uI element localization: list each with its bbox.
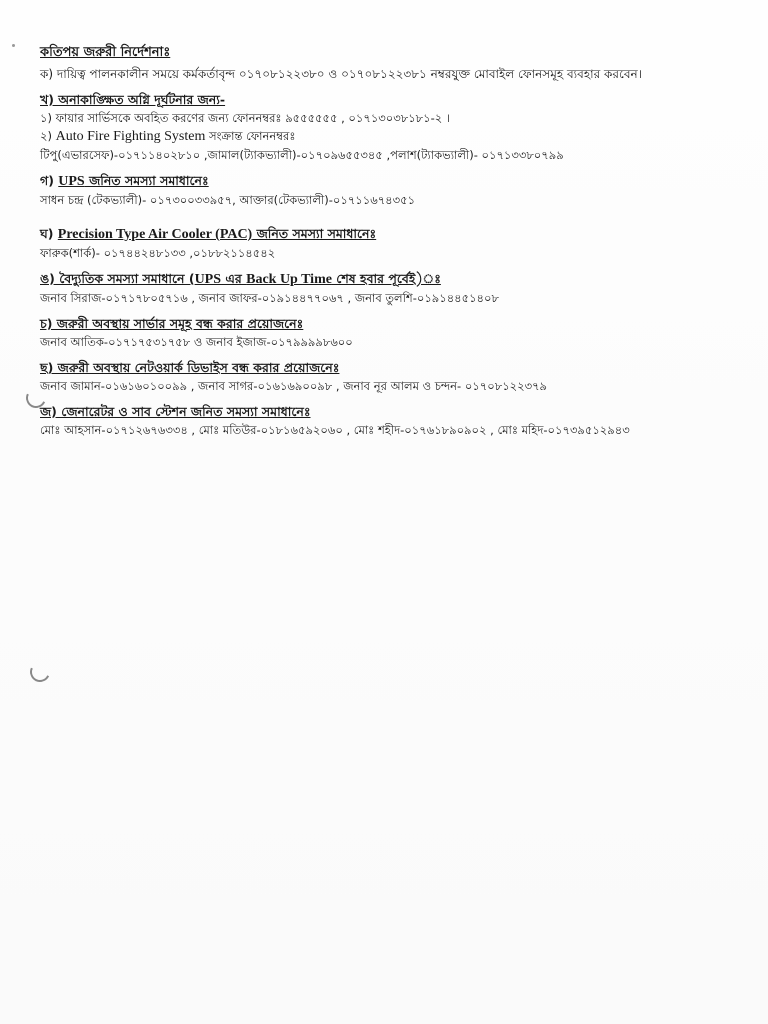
server-heading xyxy=(40,315,740,333)
electric-section xyxy=(40,270,740,307)
ups-section xyxy=(40,172,740,209)
page-title: কতিপয় জরুরী নির্দেশনাঃ xyxy=(40,45,171,60)
network-section xyxy=(40,359,740,395)
punch-hole-mark xyxy=(27,659,53,685)
pac-contacts-line: ফারুক(শার্ক)- ০১৭৪৪২৪৮১৩৩ ,০১৮৮২১১৪৫৪২ xyxy=(40,246,276,260)
generator-section xyxy=(40,403,740,439)
fire-section xyxy=(40,91,740,164)
electric-heading-prefix: ঙ) বৈদ্যুতিক সমস্যা সমাধানে ( xyxy=(40,271,195,286)
ups-heading xyxy=(40,172,740,191)
electric-heading-suffix: শেষ হবার পূর্বেই)ঃ xyxy=(331,271,441,286)
electric-heading-en: UPS xyxy=(194,272,222,287)
scan-speck xyxy=(12,44,15,47)
electric-heading-underlined xyxy=(40,271,441,286)
auto-fire-suffix: সংক্রান্ত ফোননম্বরঃ xyxy=(205,129,296,143)
electric-heading-en2: Back Up Time xyxy=(246,272,332,287)
generator-heading xyxy=(40,403,740,421)
pac-heading-underlined xyxy=(58,226,376,241)
server-contacts-line: জনাব আতিক-০১৭১৭৫৩১৭৫৮ ও জনাব ইজাজ-০১৭৯৯৯৯৮৬০০ xyxy=(40,335,353,349)
ups-heading-underlined xyxy=(58,173,208,188)
ups-heading-prefix: গ) xyxy=(40,173,59,188)
ups-heading-en: UPS xyxy=(58,174,85,189)
electric-heading-mid: এর xyxy=(221,271,247,286)
pac-heading-suffix: জনিত সমস্যা সমাধানেঃ xyxy=(252,226,377,241)
network-heading xyxy=(40,359,740,377)
document-body xyxy=(40,44,740,439)
auto-fire-prefix: ২) xyxy=(40,129,56,143)
network-heading-text: ছ) জরুরী অবস্থায় নেটওয়ার্ক ডিভাইস বন্ধ করার প্রয়োজনেঃ xyxy=(40,360,340,375)
fire-contacts-line: টিপু(এভারসেফ)-০১৭১১৪০২৮১০ ,জামাল(ট্যাকভ্যালী)-০১৭০৯৬৫৫৩৪৫ ,পলাশ(ট্যাকভ্যালী)- ০১৭১৩৩৮০৭৯৯ xyxy=(40,148,564,162)
intro-paragraph: ক) দায়িত্ব পালনকালীন সময়ে কর্মকর্তাবৃন্দ ০১৭০৮১২২৩৮০ ও ০১৭০৮১২২৩৮১ নম্বরযুক্ত মোবাইল ফোনসমূহ ব্যবহার করবেন। xyxy=(40,67,642,81)
electric-contacts-line: জনাব সিরাজ-০১৭১৭৮০৫৭১৬ , জনাব জাফর-০১৯১৪৪৭৭০৬৭ , জনাব তুলশি-০১৯১৪৪৫১৪০৮ xyxy=(40,291,499,305)
fire-heading-text: খ) অনাকাঙ্ক্ষিত অগ্নি দূর্ঘটনার জন্য- xyxy=(40,92,226,107)
fire-heading xyxy=(40,91,740,109)
pac-heading-prefix: ঘ) xyxy=(40,226,58,241)
ups-contacts-line: সাধন চন্দ্র (টেকভ্যালী)- ০১৭৩০০৩৩৯৫৭, আক্তার(টেকভ্যালী)-০১৭১১৬৭৪৩৫১ xyxy=(40,193,416,207)
server-heading-text: চ) জরুরী অবস্থায় সার্ভার সমূহ বন্ধ করার প্রয়োজনেঃ xyxy=(40,316,304,331)
pac-heading xyxy=(40,225,740,244)
ups-heading-suffix: জনিত সমস্যা সমাধানেঃ xyxy=(84,173,209,188)
generator-contacts-line: মোঃ আহসান-০১৭১২৬৭৬৩৩৪ , মোঃ মতিউর-০১৮১৬৫৯২০৬০ , মোঃ শহীদ-০১৭৬১৮৯০৯০২ , মোঃ মহিদ-০১৭৩৯৫১২৯৪৩ xyxy=(40,423,630,437)
network-contacts-line: জনাব জামান-০১৬১৬০১০০৯৯ , জনাব সাগর-০১৬১৬৯০০৯৮ , জনাব নূর আলম ও চন্দন- ০১৭০৮১২২৩৭৯ xyxy=(40,379,548,393)
generator-heading-text: জ) জেনারেটর ও সাব স্টেশন জনিত সমস্যা সমাধানেঃ xyxy=(40,404,311,419)
server-section xyxy=(40,315,740,351)
fire-service-line: ১) ফায়ার সার্ভিসকে অবহিত করণের জন্য ফোননম্বরঃ ৯৫৫৫৫৫৫ , ০১৭১৩০৩৮১৮১-২ । xyxy=(40,111,450,125)
auto-fire-system-label: Auto Fire Fighting System xyxy=(55,129,206,144)
auto-fire-line xyxy=(40,127,740,146)
pac-section xyxy=(40,225,740,262)
pac-heading-en: Precision Type Air Cooler (PAC) xyxy=(57,227,253,242)
electric-heading xyxy=(40,270,740,289)
